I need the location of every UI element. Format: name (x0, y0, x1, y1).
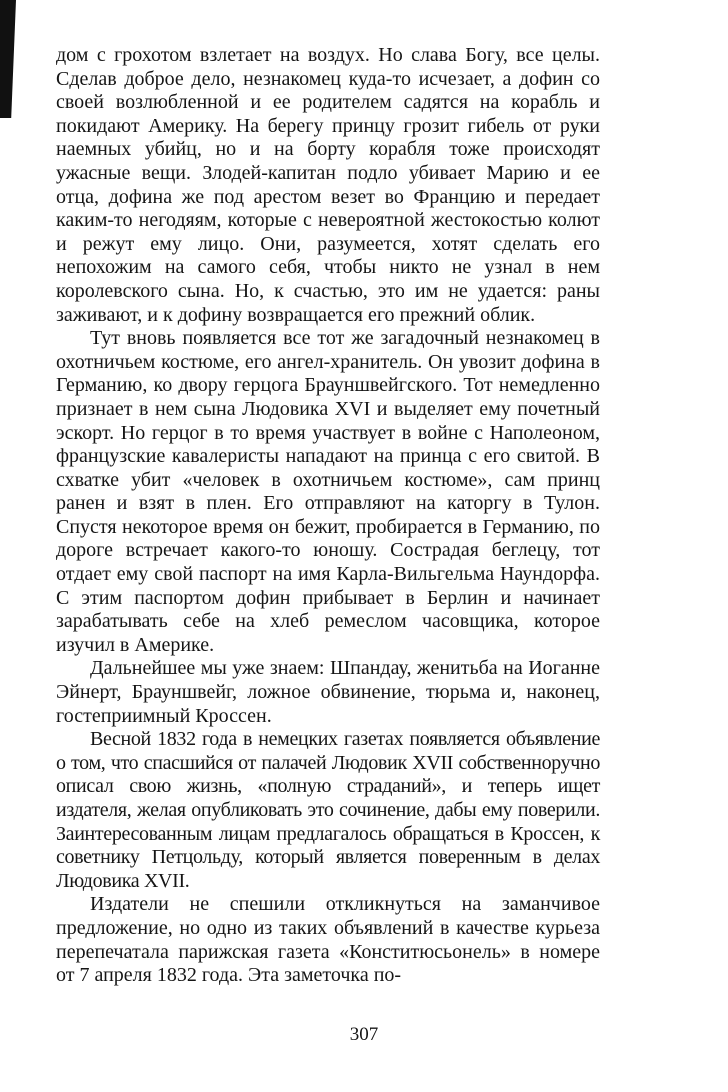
paragraph-2: Тут вновь появляется все тот же загадочный незнакомец в охотничьем костюме, его ангел-хранитель. Он увозит дофина в Германию, ко двору герцога Брауншвейгского. Тот немедленно признает в нем сына Людовика XVI и выделяет ему почетный эскорт. Но герцог в то время участвует в войне с Наполеоном, французские кавалеристы нападают на принца с его свитой. В схватке убит «человек в охотничьем костюме», сам принц ранен и взят в плен. Его отправляют на каторгу в Тулон. Спустя некоторое время он бежит, пробирается в Германию, по дороге встречает какого-то юношу. Сострадая беглецу, тот отдает ему свой паспорт на имя Карла-Вильгельма Наундорфа. С этим паспортом дофин прибывает в Берлин и начинает зарабатывать себе на хлеб ремеслом часовщика, которое изучил в Америке. (56, 327, 600, 656)
scan-edge-shadow (0, 0, 16, 118)
page-number: 307 (349, 1024, 379, 1045)
paragraph-4: Весной 1832 года в немецких газетах появляется объявление о том, что спасшийся от палачей Людовик XVII собственноручно описал свою жизнь, «полную страданий», и теперь ищет издателя, желая опубликовать это сочинение, дабы ему поверили. Заинтересованным лицам предлагалось обращаться в Кроссен, к советнику Петцольду, который является поверенным в делах Людовика XVII. (56, 728, 600, 892)
paragraph-3: Дальнейшее мы уже знаем: Шпандау, женитьба на Иоганне Эйнерт, Брауншвейг, ложное обвинение, тюрьма и, наконец, гостеприимный Кроссен. (56, 657, 600, 727)
page-body-text (56, 44, 600, 988)
paragraph-5: Издатели не спешили откликнуться на заманчивое предложение, но одно из таких объявлений в качестве курьеза перепечатала парижская газета «Конститюсьонель» в номере от 7 апреля 1832 года. Эта заметочка по- (56, 893, 600, 987)
paragraph-1: дом с грохотом взлетает на воздух. Но слава Богу, все целы. Сделав доброе дело, незнакомец куда-то исчезает, а дофин со своей возлюбленной и ее родителем садятся на корабль и покидают Америку. На берегу принцу грозит гибель от руки наемных убийц, но и на борту корабля тоже происходят ужасные вещи. Злодей-капитан подло убивает Марию и ее отца, дофина же под арестом везет во Францию и передает каким-то негодяям, которые с невероятной жестокостью колют и режут ему лицо. Они, разумеется, хотят сделать его непохожим на самого себя, чтобы никто не узнал в нем королевского сына. Но, к счастью, это им не удается: раны заживают, и к дофину возвращается его прежний облик. (56, 44, 600, 326)
